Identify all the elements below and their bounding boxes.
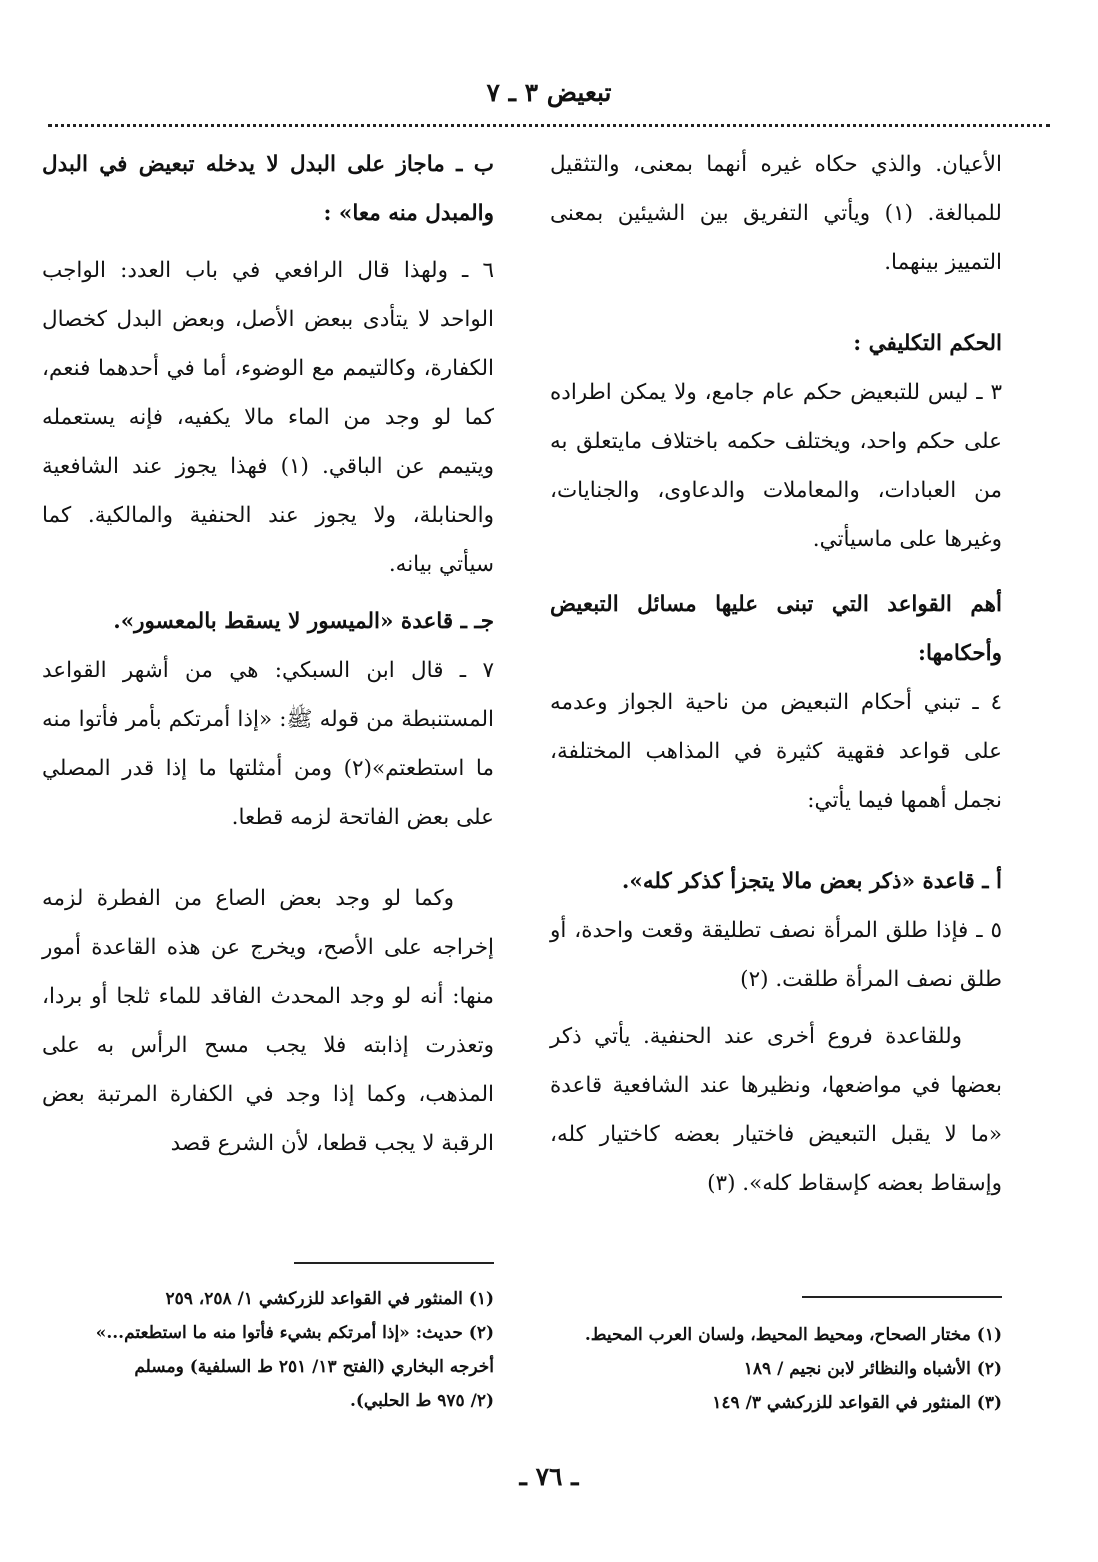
paragraph-furu: وللقاعدة فروع أخرى عند الحنفية. يأتي ذكر بعضها في مواضعها، ونظيرها عند الشافعية قاعدة «ما لا يقبل التبعيض فاختيار بعضه كاختيار كله، وإسقاط بعضه كإسقاط كله». (٣) [550,1024,1002,1196]
running-head: تبعيض ٣ ـ ٧ [486,78,612,107]
paragraph-intro: الأعيان. والذي حكاه غيره أنهما بمعنى، والتثقيل للمبالغة. (١) ويأتي التفريق بين الشيئين بمعنى التمييز بينهما. [550,152,1002,275]
heading-taklifi: الحكم التكليفي : [853,331,1002,356]
paragraph-7: ٧ ـ قال ابن السبكي: هي من أشهر القواعد المستنبطة من قوله ﷺ: «إذا أمرتكم بأمر فأتوا منه ما استطعتم»(٢) ومن أمثلتها ما إذا قدر المصلي على بعض الفاتحة لزمه قطعا. [42,658,494,830]
footnote-left-2: (٢) حديث: «إذا أمرتكم بشيء فأتوا منه ما استطعتم...» [95,1323,494,1343]
paragraph-fitra: وكما لو وجد بعض الصاع من الفطرة لزمه إخراجه على الأصح، ويخرج عن هذه القاعدة أمور منها: أنه لو وجد المحدث الفاقد للماء ثلجا أو بردا، وتعذرت إذابته فلا يجب مسح الرأس به على المذهب، وكما إذا وجد في الكفارة المرتبة بعض الرقبة لا يجب قطعا، لأن الشرع قصد [42,886,494,1156]
paragraph-6: ٦ ـ ولهذا قال الرافعي في باب العدد: الواجب الواحد لا يتأدى ببعض الأصل، وبعض البدل كخصال الكفارة، وكالتيمم مع الوضوء، أما في أحدهما فنعم، كما لو وجد من الماء مالا يكفيه، فإنه يستعمله ويتيمم عن الباقي. (١) فهذا يجوز عند الشافعية والحنابلة، ولا يجوز عند الحنفية والمالكية. كما سيأتي بيانه. [42,258,495,577]
paragraph-4: ٤ ـ تبني أحكام التبعيض من ناحية الجواز وعدمه على قواعد فقهية كثيرة في المذاهب المختلفة، نجمل أهمها فيما يأتي: [550,690,1002,813]
heading-rule-a: أ ـ قاعدة «ذكر بعض مالا يتجزأ كذكر كله». [621,869,1002,894]
footnote-left-1: (١) المنثور في القواعد للزركشي ١/ ٢٥٨، ٢٥٩ [165,1289,494,1309]
footnote-rule-left [294,1262,494,1264]
footnote-right-1: (١) مختار الصحاح، ومحيط المحيط، ولسان العرب المحيط. [584,1325,1002,1345]
heading-rule-j: جـ ـ قاعدة «الميسور لا يسقط بالمعسور». [113,609,494,634]
page-number: ـ ٧٦ ـ [519,1462,579,1491]
footnote-left-2-cont: أخرجه البخاري (الفتح ١٣/ ٢٥١ ط السلفية) ومسلم [134,1357,494,1377]
right-column [550,140,1002,1208]
paragraph-5: ٥ ـ فإذا طلق المرأة نصف تطليقة وقعت واحدة، أو طلق نصف المرأة طلقت. (٢) [550,918,1002,992]
left-column [42,140,494,1168]
footnote-right-3: (٣) المنثور في القواعد للزركشي ٣/ ١٤٩ [712,1393,1002,1413]
header-dotted-rule [48,124,1050,127]
footnotes-left [42,1282,494,1418]
heading-qawaid: أهم القواعد التي تبنى عليها مسائل التبعيض وأحكامها: [550,592,1002,666]
paragraph-3: ٣ ـ ليس للتبعيض حكم عام جامع، ولا يمكن اطراده على حكم واحد، ويختلف حكمه باختلاف مايتعلق به من العبادات، والمعاملات والدعاوى، والجنايات، وغيرها على ماسيأتي. [550,380,1002,552]
heading-rule-b: ب ـ ماجاز على البدل لا يدخله تبعيض في البدل والمبدل منه معا» : [42,152,495,226]
footnote-rule-right [802,1296,1002,1298]
footnote-left-2-cont2: (٢/ ٩٧٥ ط الحلبي). [349,1391,494,1411]
footnote-right-2: (٢) الأشباه والنظائر لابن نجيم / ١٨٩ [743,1359,1002,1379]
footnotes-right [550,1318,1002,1420]
